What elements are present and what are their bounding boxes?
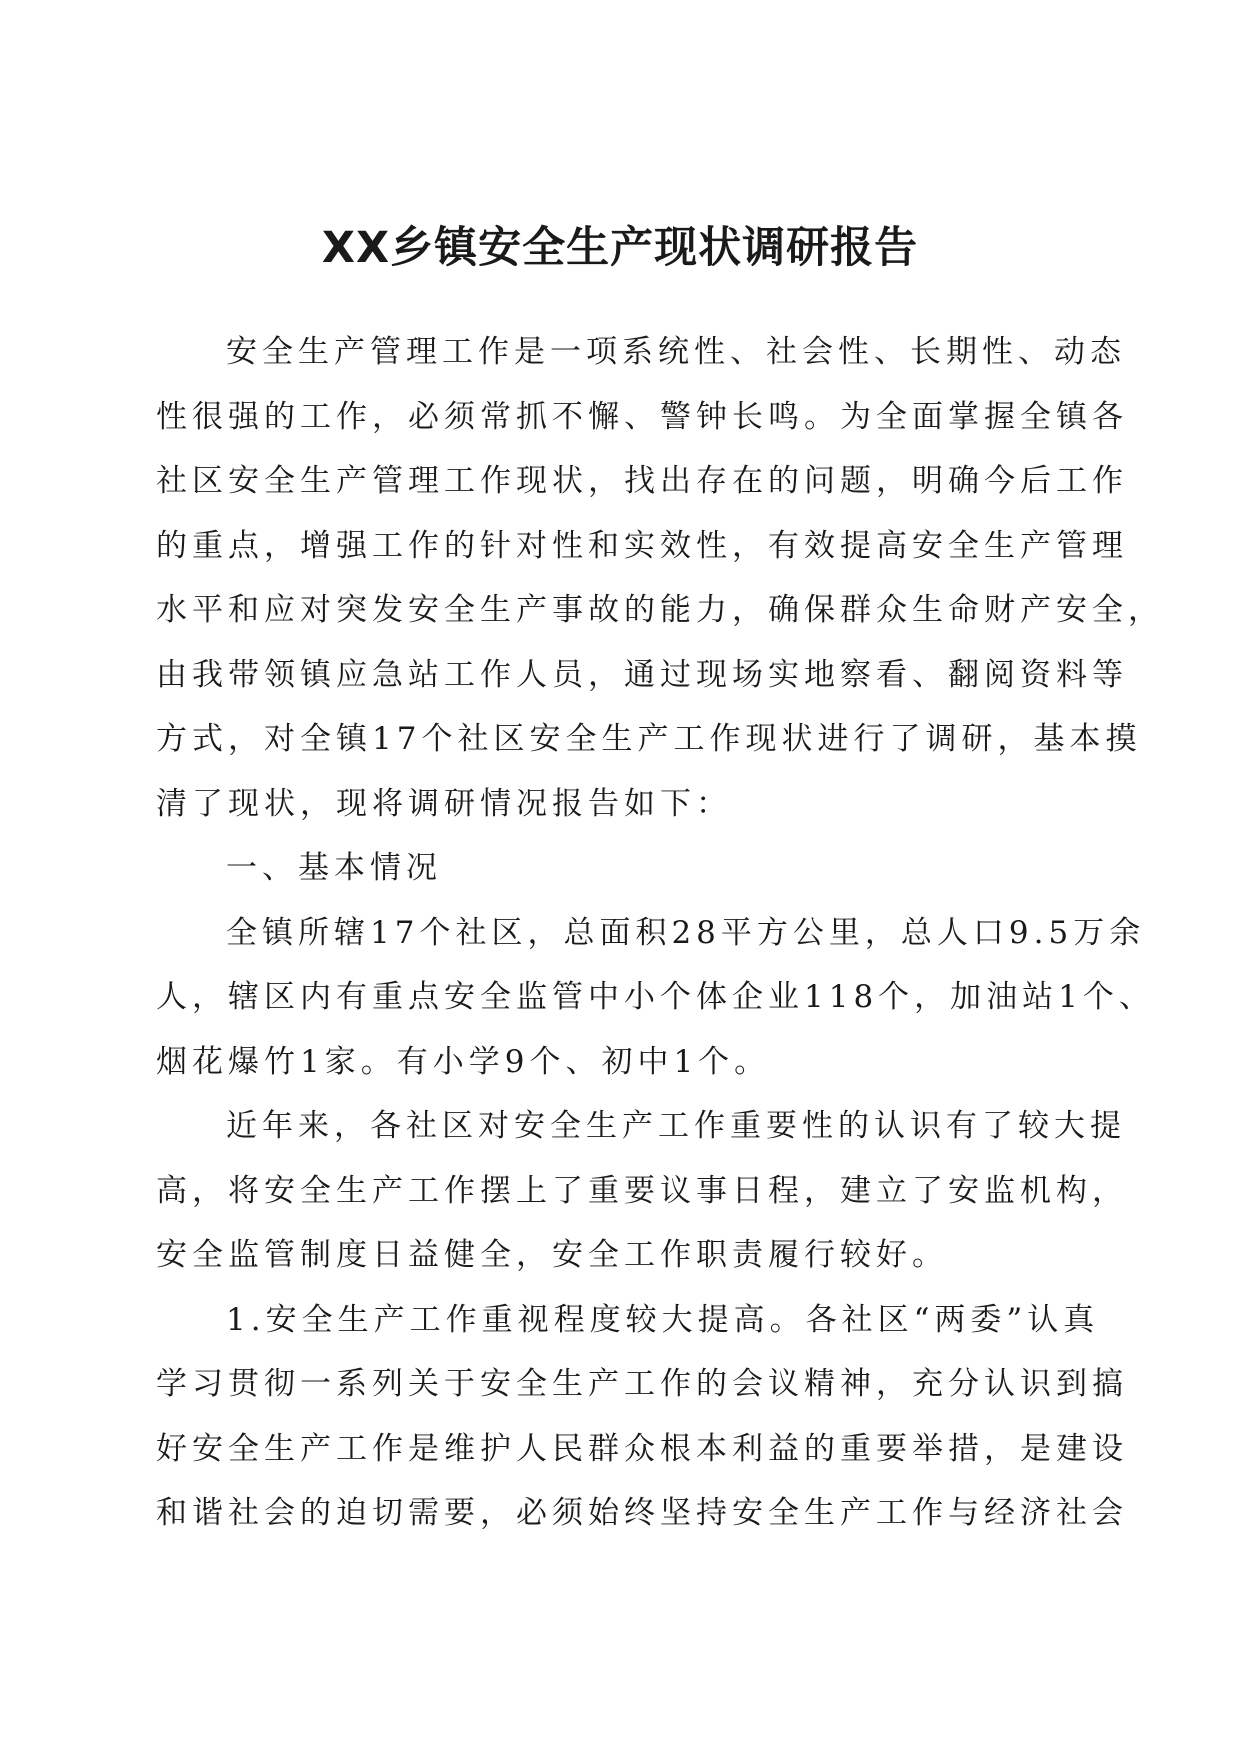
document-body <box>156 320 1164 1546</box>
paragraph-line: 近年来，各社区对安全生产工作重要性的认识有了较大提 <box>226 1108 1126 1144</box>
paragraph-line: 烟花爆竹1家。有小学9个、初中1个。 <box>156 1043 771 1080</box>
paragraph-line: 由我带领镇应急站工作人员，通过现场实地察看、翻阅资料等 <box>156 656 1128 693</box>
paragraph-line: 人，辖区内有重点安全监管中小个体企业118个，加油站1个、 <box>156 979 1155 1015</box>
paragraph-line: 学习贯彻一系列关于安全生产工作的会议精神，充分认识到搞 <box>156 1366 1128 1402</box>
document-title: XX乡镇安全生产现状调研报告 <box>321 223 919 273</box>
paragraph-line: 和谐社会的迫切需要，必须始终坚持安全生产工作与经济社会 <box>156 1495 1128 1531</box>
paragraph-line: 高，将安全生产工作摆上了重要议事日程，建立了安监机构， <box>156 1172 1128 1209</box>
paragraph-line: 性很强的工作，必须常抓不懈、警钟长鸣。为全面掌握全镇各 <box>156 398 1128 435</box>
paragraph-line: 的重点，增强工作的针对性和实效性，有效提高安全生产管理 <box>156 527 1128 564</box>
section-heading: 一、基本情况 <box>226 850 442 886</box>
paragraph-line: 方式，对全镇17个社区安全生产工作现状进行了调研，基本摸 <box>156 721 1142 757</box>
paragraph-line: 社区安全生产管理工作现状，找出存在的问题，明确今后工作 <box>156 463 1128 499</box>
paragraph-line: 1.安全生产工作重视程度较大提高。各社区“两委”认真 <box>226 1301 1100 1338</box>
paragraph-line: 安全监管制度日益健全，安全工作职责履行较好。 <box>156 1237 948 1273</box>
paragraph-line: 安全生产管理工作是一项系统性、社会性、长期性、动态 <box>226 334 1126 370</box>
paragraph-line: 好安全生产工作是维护人民群众根本利益的重要举措，是建设 <box>156 1430 1128 1467</box>
paragraph-line: 水平和应对突发安全生产事故的能力，确保群众生命财产安全， <box>156 592 1164 628</box>
paragraph-line: 全镇所辖17个社区，总面积28平方公里，总人口9.5万余 <box>226 914 1146 951</box>
paragraph-line: 清了现状，现将调研情况报告如下： <box>156 785 732 822</box>
